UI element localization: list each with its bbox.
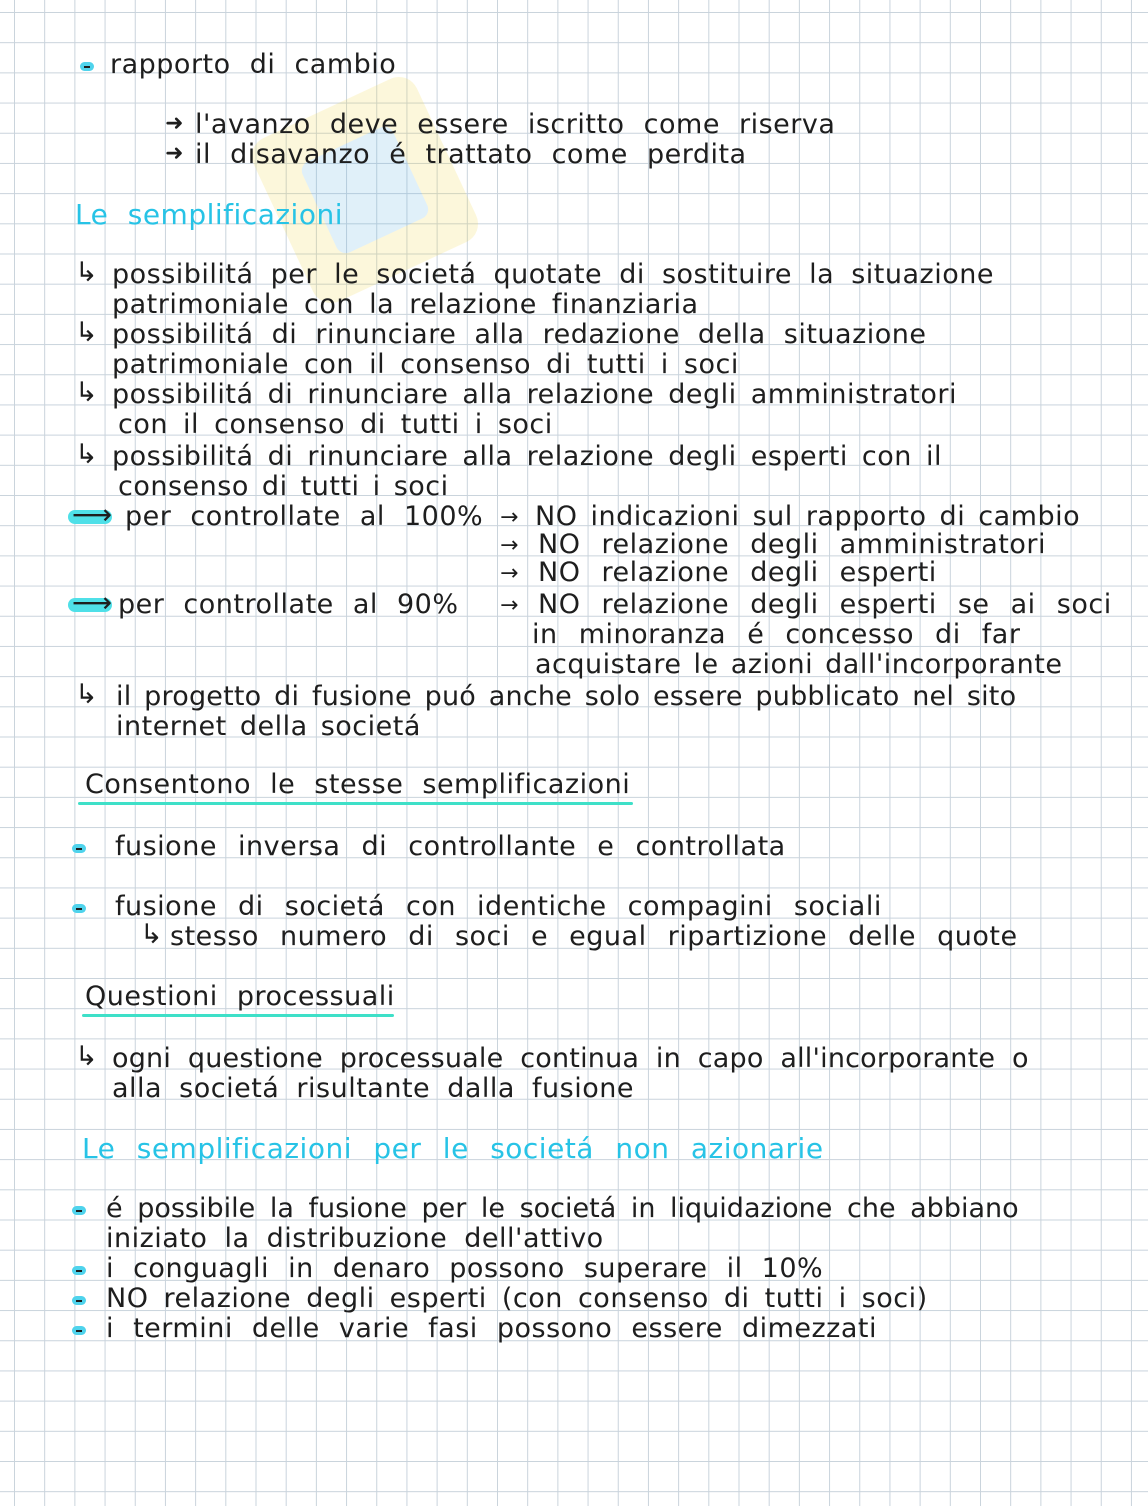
arrow-right-icon: ➜ bbox=[165, 111, 184, 136]
point-4-line-1: possibilitá di rinunciare alla relazione degli esperti con il bbox=[112, 441, 942, 472]
termini-item: i termini delle varie fasi possono essere dimezzati bbox=[106, 1313, 877, 1344]
return-arrow-icon: ↳ bbox=[75, 1041, 99, 1072]
dash-bullet-icon bbox=[72, 1266, 86, 1275]
point-1-line-2: patrimoniale con la relazione finanziaria bbox=[112, 289, 699, 320]
return-arrow-icon: ↳ bbox=[75, 679, 99, 710]
c90-line-1: NO relazione degli esperti se ai soci bbox=[538, 589, 1112, 620]
dash-bullet-icon bbox=[80, 62, 94, 71]
questioni-line-2: alla societá risultante dalla fusione bbox=[112, 1073, 634, 1104]
disavanzo-line: il disavanzo é trattato come perdita bbox=[195, 139, 747, 170]
return-arrow-icon: ↳ bbox=[75, 377, 99, 408]
conguagli-item: i conguagli in denaro possono superare il 10% bbox=[106, 1253, 824, 1284]
dash-bullet-icon bbox=[72, 904, 86, 913]
point-2-line-1: possibilitá di rinunciare alla redazione della situazione bbox=[112, 319, 927, 350]
point-3-line-1: possibilitá di rinunciare alla relazione degli amministratori bbox=[112, 379, 957, 410]
heading-semplificazioni: Le semplificazioni bbox=[75, 198, 343, 231]
stesso-numero-line: stesso numero di soci e egual ripartizione delle quote bbox=[170, 921, 1018, 952]
dash-bullet-icon bbox=[72, 1296, 86, 1305]
c100-item-3: NO relazione degli esperti bbox=[538, 557, 937, 588]
return-arrow-icon: ↳ bbox=[75, 439, 99, 470]
point-5-line-2: internet della societá bbox=[116, 711, 421, 742]
c100-item-1: NO indicazioni sul rapporto di cambio bbox=[535, 501, 1081, 532]
c100-item-2: NO relazione degli amministratori bbox=[538, 529, 1046, 560]
notebook-page: rapporto di cambio ➜ l'avanzo deve essere iscritto come riserva ➜ il disavanzo é trattato come perdita Le semplificazioni ↳ possibilitá per le societá quotate di sostituire la situazione patrimoniale con la relazione finanziaria ↳ possibilitá di rinunciare alla redazione della situazione patrimoniale con il consenso di tutti i soci ↳ possibilitá di rinunciare alla relazione degli amministratori con il consenso di tutti i soci ↳ possibilitá di rinunciare alla relazione degli esperti con il consenso di tutti i soci ⟶ per controllate al 100% → NO indicazioni sul rapporto di cambio → NO relazione degli amministratori → NO relazione degli esperti ⟶ per controllate al 90% → NO relazione degli esperti se ai soci in minoranza é concesso di far acquistare le azioni dall'incorporante ↳ il progetto di fusione puó anche solo essere pubblicato nel sito internet della societá Consentono le stesse semplificazioni fusione inversa di controllante e controllata fusione di societá con identiche compagini sociali ↳ stesso numero di soci e egual ripartizione delle quote Questioni processuali ↳ ogni questione processuale continua in capo all'incorporante o alla societá risultante dalla fusione Le semplificazioni per le societá non azionarie é possibile la fusione per le societá in liquidazione che abbiano iniziato la distribuzione dell'attivo i conguagli in denaro possono superare il 10% NO relazione degli esperti (con consenso di tutti i soci) i termini delle varie fasi possono essere dimezzati bbox=[0, 0, 1148, 1506]
return-arrow-icon: ↳ bbox=[75, 317, 99, 348]
avanzo-line: l'avanzo deve essere iscritto come riserva bbox=[195, 109, 836, 140]
heading-questioni: Questioni processuali bbox=[85, 981, 395, 1012]
liquidazione-line-1: é possibile la fusione per le societá in liquidazione che abbiano bbox=[106, 1193, 1019, 1224]
dash-bullet-icon bbox=[72, 1326, 86, 1335]
heading-consentono: Consentono le stesse semplificazioni bbox=[85, 769, 631, 800]
heading-non-azionarie: Le semplificazioni per le societá non azionarie bbox=[82, 1132, 824, 1165]
arrow-right-icon: → bbox=[500, 593, 519, 618]
controllate-100-label: per controllate al 100% bbox=[125, 501, 484, 532]
point-1-line-1: possibilitá per le societá quotate di sostituire la situazione bbox=[112, 259, 994, 290]
dash-bullet-icon bbox=[72, 1206, 86, 1215]
arrow-right-icon: → bbox=[500, 561, 519, 586]
c90-line-2: in minoranza é concesso di far bbox=[532, 619, 1021, 650]
controllate-90-label: per controllate al 90% bbox=[118, 589, 459, 620]
fusione-inversa-item: fusione inversa di controllante e controllata bbox=[115, 831, 786, 862]
return-arrow-icon: ↳ bbox=[75, 257, 99, 288]
heading-underline bbox=[82, 1014, 394, 1017]
arrow-right-icon: ➜ bbox=[165, 141, 184, 166]
dash-bullet-icon bbox=[72, 844, 86, 853]
point-4-line-2: consenso di tutti i soci bbox=[118, 471, 449, 502]
arrow-right-icon: → bbox=[500, 533, 519, 558]
point-5-line-1: il progetto di fusione puó anche solo essere pubblicato nel sito bbox=[116, 681, 1017, 712]
rapporto-cambio-item: rapporto di cambio bbox=[110, 49, 397, 80]
point-3-line-2: con il consenso di tutti i soci bbox=[118, 409, 553, 440]
c90-line-3: acquistare le azioni dall'incorporante bbox=[535, 649, 1063, 680]
no-relazione-item: NO relazione degli esperti (con consenso di tutti i soci) bbox=[106, 1283, 928, 1314]
fusione-identiche-item: fusione di societá con identiche compagini sociali bbox=[115, 891, 882, 922]
liquidazione-line-2: iniziato la distribuzione dell'attivo bbox=[106, 1223, 604, 1254]
questioni-line-1: ogni questione processuale continua in capo all'incorporante o bbox=[112, 1043, 1029, 1074]
arrow-right-icon: → bbox=[500, 505, 519, 530]
return-arrow-icon: ↳ bbox=[140, 919, 164, 950]
point-2-line-2: patrimoniale con il consenso di tutti i soci bbox=[112, 349, 739, 380]
heading-underline bbox=[78, 802, 633, 805]
